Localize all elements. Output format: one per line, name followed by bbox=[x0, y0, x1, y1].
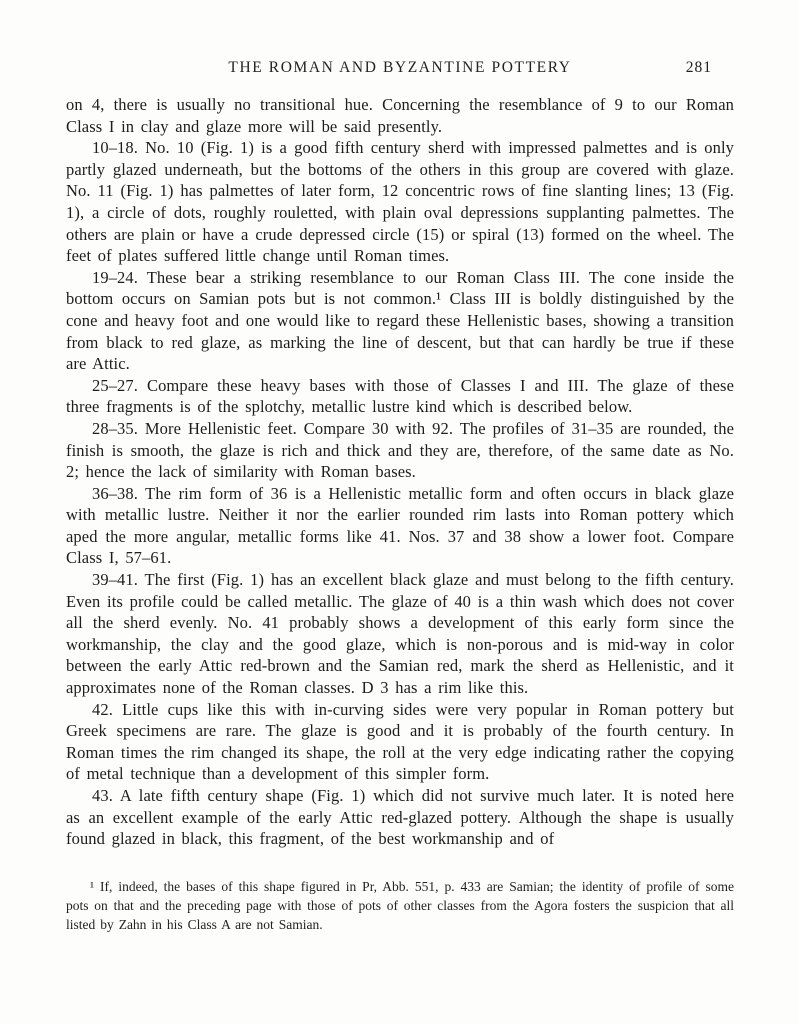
body-paragraph: 10–18. No. 10 (Fig. 1) is a good fifth century sherd with impressed palmettes and is only partly glazed underneath, but the bottoms of the others in this group are covered with glaze. No. 11 (Fig. 1) has palmettes of later form, 12 concentric rows of fine slanting lines; 13 (Fig. 1), a circle of dots, roughly rouletted, with plain oval depressions supplanting palmettes. The others are plain or have a crude depressed circle (15) or spiral (13) formed on the wheel. The feet of plates suffered little change until Roman times. bbox=[66, 138, 734, 266]
body-paragraph: 25–27. Compare these heavy bases with those of Classes I and III. The glaze of these three fragments is of the splotchy, metallic lustre kind which is described below. bbox=[66, 375, 734, 417]
body-paragraph: 28–35. More Hellenistic feet. Compare 30 with 92. The profiles of 31–35 are rounded, the finish is smooth, the glaze is rich and thick and they are, therefore, of the same date as No. 2; hence the lack of similarity with Roman bases. bbox=[66, 418, 734, 482]
running-head bbox=[66, 59, 734, 79]
body-paragraph: 42. Little cups like this with in-curving sides were very popular in Roman pottery but Greek specimens are rare. The glaze is good and it is probably of the fourth century. In Roman times the rim changed its shape, the roll at the very edge indicating rather the copying of metal technique than a development of this simpler form. bbox=[66, 699, 734, 784]
body-paragraph: 36–38. The rim form of 36 is a Hellenistic metallic form and often occurs in black glaze with metallic lustre. Neither it nor the earlier rounded rim lasts into Roman pottery which aped the more angular, metallic forms like 41. Nos. 37 and 38 show a lower foot. Compare Class I, 57–61. bbox=[66, 483, 734, 568]
footnote-block bbox=[66, 877, 734, 934]
body-paragraph: 43. A late fifth century shape (Fig. 1) which did not survive much later. It is noted here as an excellent example of the early Attic red-glazed pottery. Although the shape is usually found glazed in black, this fragment, of the best workmanship and of bbox=[66, 786, 734, 849]
article-body bbox=[66, 94, 734, 850]
body-paragraph: on 4, there is usually no transitional hue. Concerning the resemblance of 9 to our Roman Class I in clay and glaze more will be said presently. bbox=[66, 95, 734, 136]
body-paragraph: 39–41. The first (Fig. 1) has an excellent black glaze and must belong to the fifth century. Even its profile could be called metallic. The glaze of 40 is a thin wash which does not cover all the sherd evenly. No. 41 probably shows a development of this early form since the workmanship, the clay and the good glaze, which is non-porous and is mid-way in color between the early Attic red-brown and the Samian red, mark the sherd as Hellenistic, and it approximates none of the Roman classes. D 3 has a rim like this. bbox=[66, 570, 734, 698]
body-paragraph: 19–24. These bear a striking resemblance to our Roman Class III. The cone inside the bottom occurs on Samian pots but is not common.¹ Class III is boldly distinguished by the cone and heavy foot and one would like to regard these Hellenistic bases, showing a transition from black to red glaze, as marking the line of descent, but that can hardly be true if these are Attic. bbox=[66, 267, 734, 374]
footnote: ¹ If, indeed, the bases of this shape figured in Pr, Abb. 551, p. 433 are Samian; the identity of profile of some pots on that and the preceding page with those of pots of other classes from the Agora fosters the suspicion that all listed by Zahn in his Class A are not Samian. bbox=[66, 878, 734, 932]
page-number: 281 bbox=[685, 59, 712, 76]
running-head-title: THE ROMAN AND BYZANTINE POTTERY bbox=[228, 59, 572, 76]
